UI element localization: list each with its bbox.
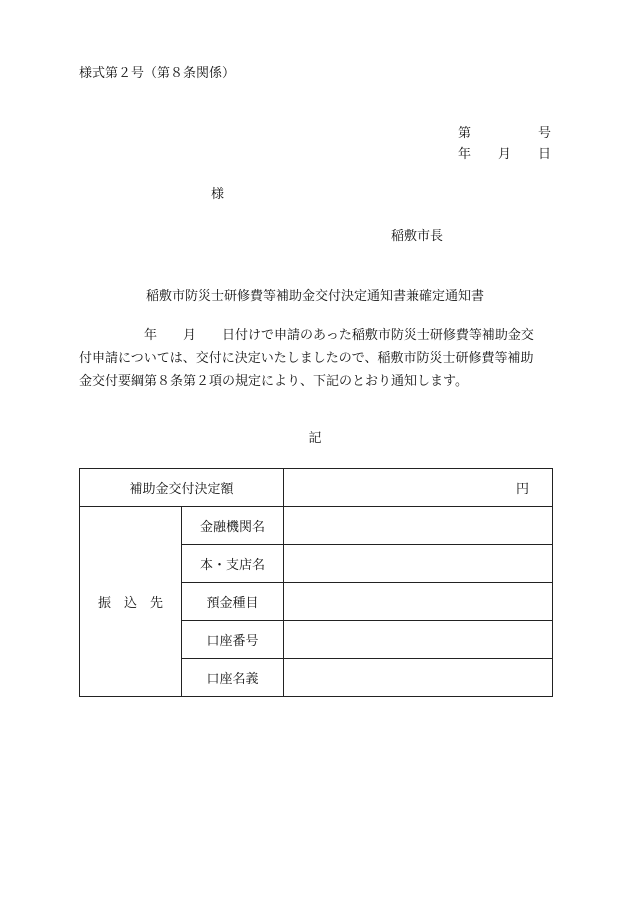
deposit-type-label: 預金種目	[182, 583, 284, 621]
ki-heading: 記	[308, 431, 322, 446]
amount-label: 補助金交付決定額	[80, 469, 284, 507]
document-title: 稲敷市防災士研修費等補助金交付決定通知書兼確定通知書	[145, 289, 484, 304]
issuer-name: 稲敷市長	[391, 229, 444, 244]
account-holder-value	[284, 659, 553, 697]
notice-body-line: 付申請については、交付に決定いたしましたので、稲敷市防災士研修費等補助	[79, 351, 534, 366]
amount-unit: 円	[516, 482, 530, 497]
bank-name-value	[284, 507, 553, 545]
account-holder-label: 口座名義	[182, 659, 284, 697]
deposit-type-value	[284, 583, 553, 621]
bank-name-label: 金融機関名	[182, 507, 284, 545]
account-number-value	[284, 621, 553, 659]
transfer-destination-label: 振 込 先	[80, 507, 182, 697]
table-row	[80, 507, 553, 545]
grant-details-table	[79, 468, 553, 697]
account-number-label: 口座番号	[182, 621, 284, 659]
addressee-suffix: 様	[211, 187, 225, 202]
notice-body-line: 金交付要綱第８条第２項の規定により、下記のとおり通知します。	[79, 374, 468, 389]
notice-body	[79, 324, 557, 393]
notice-body-line: 年 月 日付けで申請のあった稲敷市防災士研修費等補助金交	[79, 328, 534, 343]
amount-row	[80, 469, 553, 507]
branch-name-label: 本・支店名	[182, 545, 284, 583]
document-number-tail: 号	[538, 126, 552, 141]
form-number: 様式第２号（第８条関係）	[79, 66, 236, 81]
date-day: 日	[538, 147, 552, 162]
branch-name-value	[284, 545, 553, 583]
date-month: 月	[498, 147, 512, 162]
amount-value-cell	[284, 469, 553, 507]
document-number-lead: 第	[458, 126, 472, 141]
date-year: 年	[458, 147, 472, 162]
